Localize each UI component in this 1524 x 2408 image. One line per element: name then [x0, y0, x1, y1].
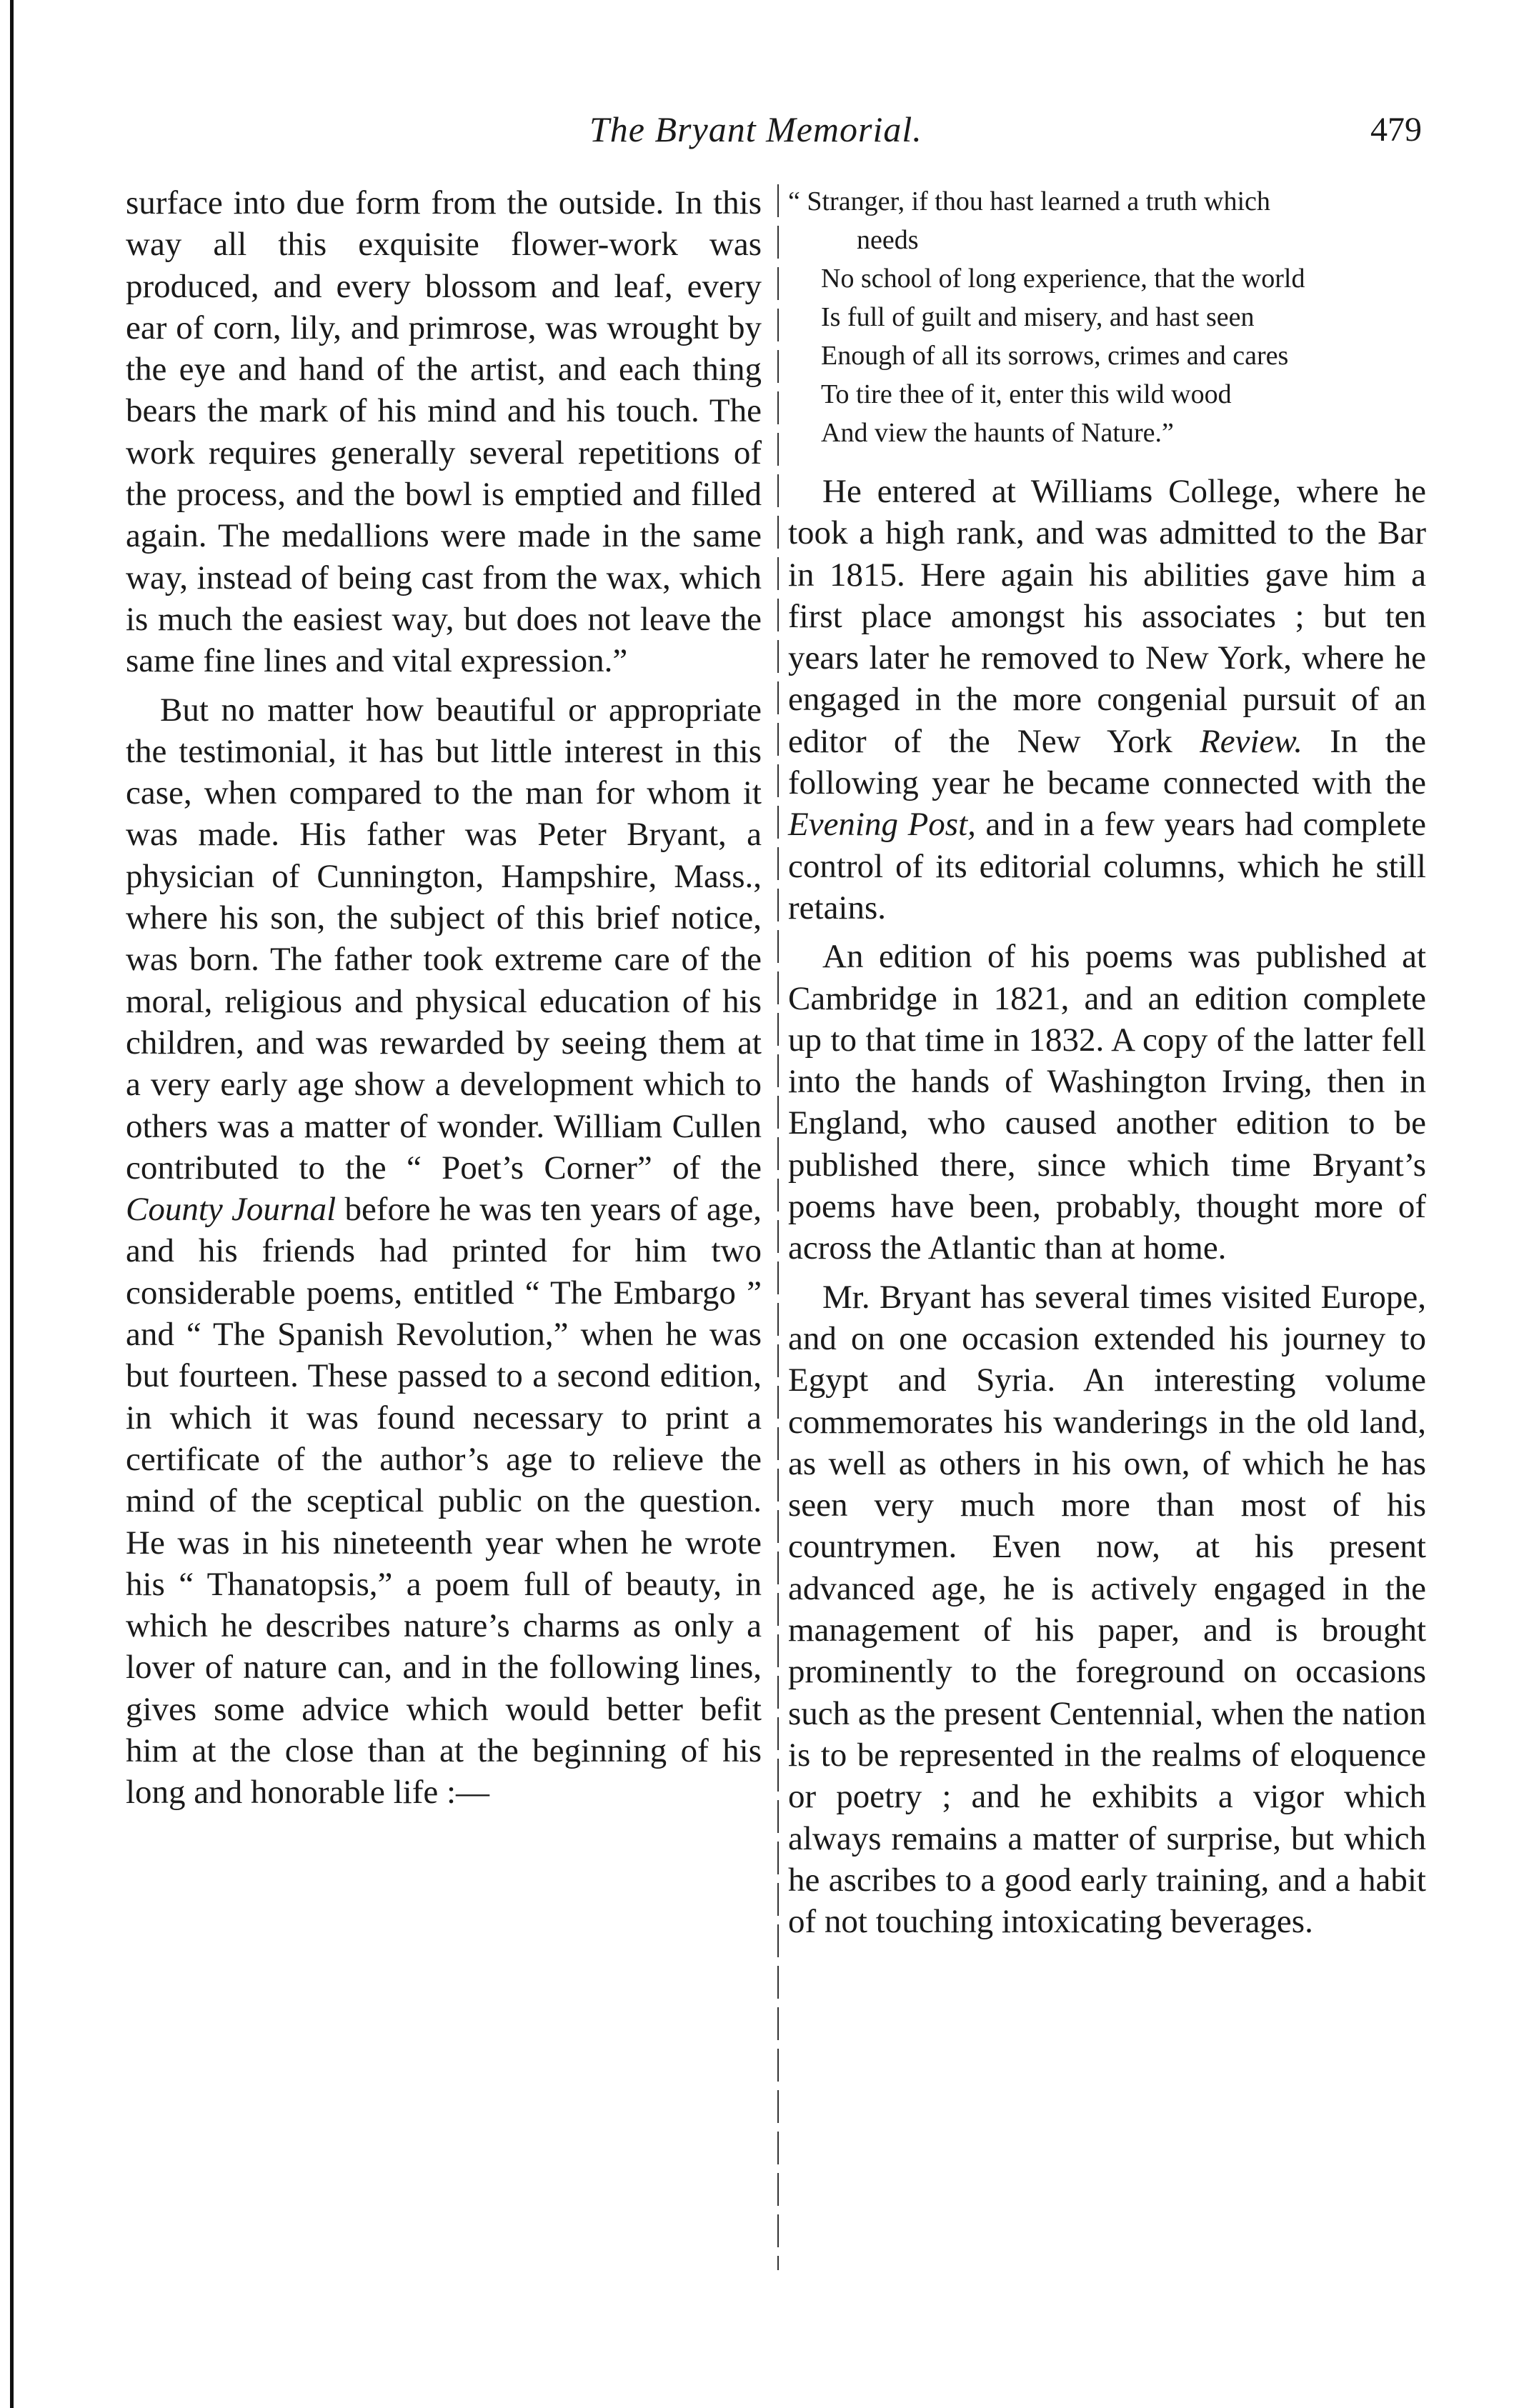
- poem-line: To tire thee of it, enter this wild wood: [821, 379, 1232, 409]
- page-header: [0, 109, 1524, 166]
- poem-line: And view the haunts of Nature.”: [821, 418, 1174, 448]
- poem-line: “ Stranger, if thou hast learned a truth which: [788, 186, 1270, 216]
- poem-line: Enough of all its sorrows, crimes and cares: [821, 341, 1289, 371]
- paragraph-text: But no matter how beautiful or appropriate the testimonial, it has but little interest in this case, when compared to the man for whom it was made. His father was Peter Bryant, a physician of Cunnington, Hampshire, Mass., where his son, the subject of this brief notice, was born. The father took extreme care of the moral, religious and physical education of his children, and was rewarded by seeing them at a very early age show a development which to others was a matter of wonder. William Cullen contributed to the “ Poet’s Corner” of the: [126, 691, 762, 1186]
- column-divider: [777, 184, 779, 2270]
- poem-quote: [788, 182, 1426, 452]
- journal-title: County Journal: [126, 1191, 337, 1229]
- poem-line: No school of long experience, that the world: [821, 264, 1305, 294]
- publication-title: Evening Post,: [788, 806, 976, 844]
- page-number: 479: [1370, 111, 1422, 149]
- paragraph: [126, 689, 762, 1814]
- paragraph-text: In the following year he became connected with the: [788, 722, 1426, 802]
- paragraph-text: He entered at Williams College, where he took a high rank, and was admitted to the Bar in 1815. Here again his abilities gave him a first place amongst his associates ; but ten years later he removed to New York, where he engaged in the more congenial pursuit of an editor of the New York: [788, 473, 1426, 760]
- paragraph-text: and in a few years had complete control of its editorial columns, which he still retains.: [788, 806, 1426, 926]
- running-title: The Bryant Memorial.: [589, 109, 922, 149]
- publication-title: Review.: [1200, 722, 1303, 760]
- left-column: [126, 182, 762, 1814]
- right-column: [788, 182, 1426, 1942]
- paragraph: [788, 471, 1426, 929]
- paragraph: surface into due form from the outside. In this way all this exquisite flower-work was produced, and every blossom and leaf, every ear of corn, lily, and primrose, was wrought by the eye and hand of the artist, and each thing bears the mark of his mind and his touch. The work requires generally several repetitions of the process, and the bowl is emptied and filled again. The medallions were made in the same way, instead of being cast from the wax, which is much the easiest way, but does not leave the same fine lines and vital expression.”: [126, 184, 762, 680]
- page-edge-line: [10, 0, 14, 2408]
- paragraph: Mr. Bryant has several times visited Europe, and on one occasion extended his journey to Egypt and Syria. An interesting volume commemorates his wanderings in the old land, as well as others in his own, of which he has seen very much more than most of his countrymen. Even now, at his present advanced age, he is actively engaged in the management of his paper, and is brought prominently to the foreground on occasions such as the present Centennial, when the nation is to be represented in the realms of eloquence or poetry ; and he exhibits a vigor which always remains a matter of surprise, but which he ascribes to a good early training, and a habit of not touching intoxicating beverages.: [788, 1278, 1426, 1941]
- poem-line: Is full of guilt and misery, and hast seen: [821, 302, 1255, 332]
- paragraph: An edition of his poems was published at Cambridge in 1821, and an edition complete up to that time in 1832. A copy of the latter fell into the hands of Washington Irving, then in England, who caused another edition to be published there, since which time Bryant’s poems have been, probably, thought more of across the Atlantic than at home.: [788, 938, 1426, 1267]
- paragraph-text: before he was ten years of age, and his friends had printed for him two considerable poems, entitled “ The Embargo ” and “ The Spanish Revolution,” when he was but fourteen. These passed to a second edition, in which it was found necessary to print a certificate of the author’s age to relieve the mind of the sceptical public on the question. He was in his nineteenth year when he wrote his “ Thanatopsis,” a poem full of beauty, in which he describes nature’s charms as only a lover of nature can, and in the following lines, gives some advice which would better befit him at the close than at the beginning of his long and honorable life :—: [126, 1191, 762, 1812]
- poem-line: needs: [857, 225, 919, 255]
